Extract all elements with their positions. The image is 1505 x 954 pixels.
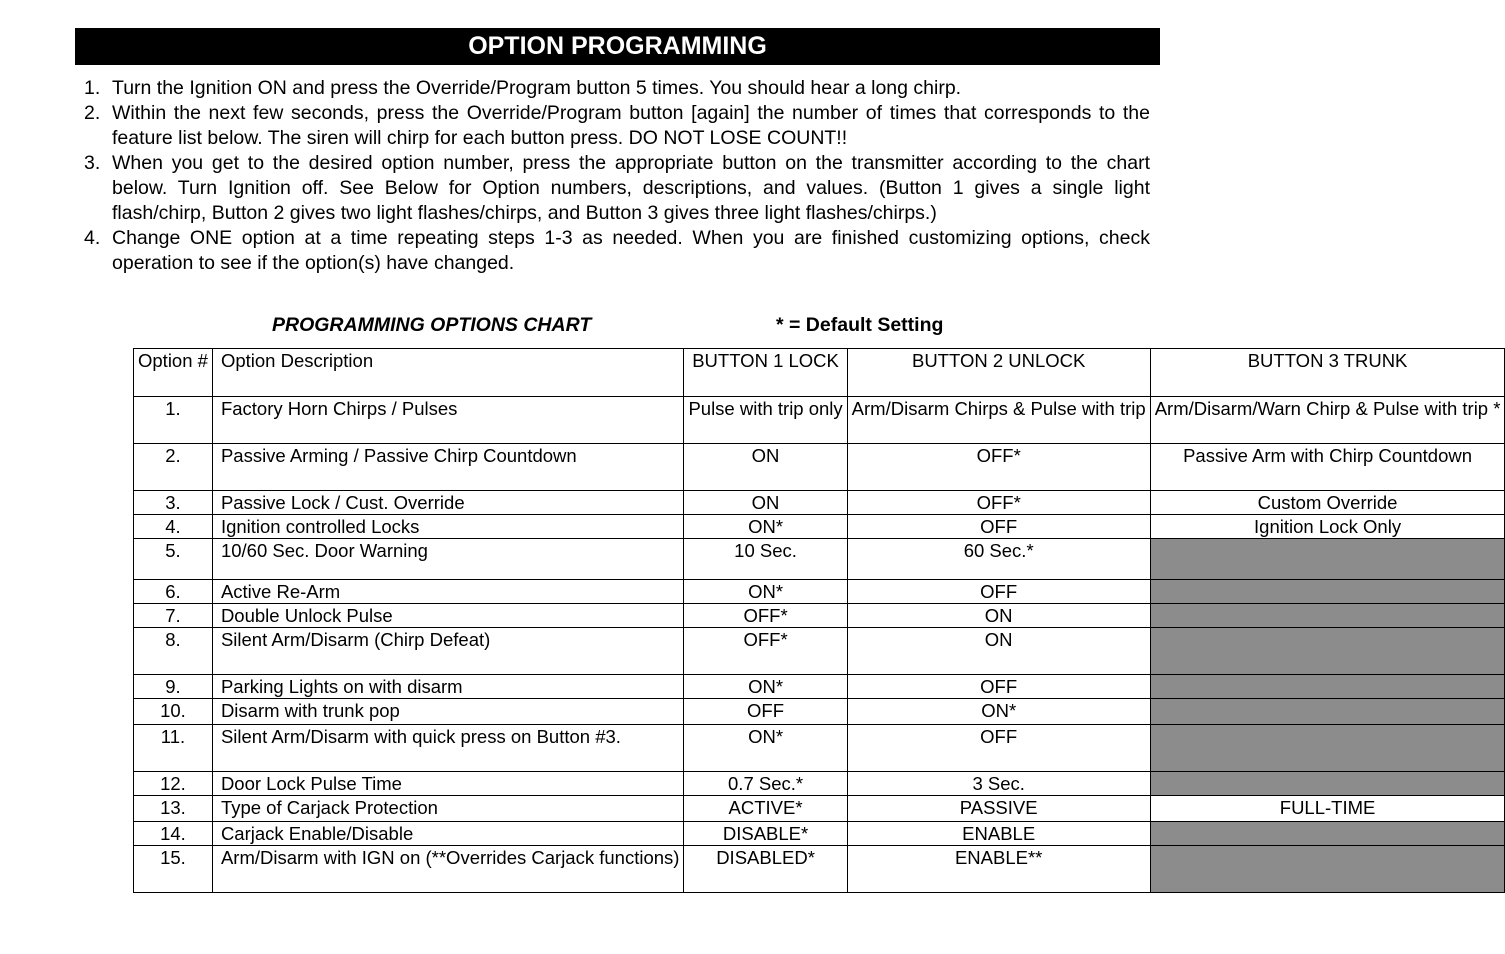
option-number: 9.	[134, 675, 213, 699]
option-description: Silent Arm/Disarm with quick press on Button #3.	[212, 725, 684, 772]
option-number: 10.	[134, 699, 213, 725]
button-1-value: 0.7 Sec.*	[684, 772, 847, 796]
button-2-value: PASSIVE	[847, 796, 1150, 822]
button-1-value: ACTIVE*	[684, 796, 847, 822]
button-2-value: OFF	[847, 515, 1150, 539]
table-row	[134, 675, 1505, 699]
option-description: Active Re-Arm	[212, 580, 684, 604]
button-3-value: Passive Arm with Chirp Countdown	[1150, 444, 1505, 491]
button-3-value: FULL-TIME	[1150, 796, 1505, 822]
button-3-unavailable	[1150, 772, 1505, 796]
option-description: Passive Arming / Passive Chirp Countdown	[212, 444, 684, 491]
table-row	[134, 725, 1505, 772]
button-3-unavailable	[1150, 846, 1505, 893]
button-2-value: OFF*	[847, 491, 1150, 515]
button-3-unavailable	[1150, 699, 1505, 725]
table-row	[134, 515, 1505, 539]
step-item	[80, 151, 1150, 226]
option-number: 6.	[134, 580, 213, 604]
option-description: Arm/Disarm with IGN on (**Overrides Carjack functions)	[212, 846, 684, 893]
button-3-unavailable	[1150, 604, 1505, 628]
button-3-unavailable	[1150, 628, 1505, 675]
button-1-value: Pulse with trip only	[684, 397, 847, 444]
button-1-value: ON*	[684, 580, 847, 604]
table-row	[134, 397, 1505, 444]
button-1-value: OFF	[684, 699, 847, 725]
table-header-row	[134, 349, 1505, 397]
page-title: OPTION PROGRAMMING	[75, 28, 1160, 65]
button-2-value: OFF	[847, 725, 1150, 772]
step-text: Within the next few seconds, press the Override/Program button [again] the number of times that corresponds to the feature list below. The siren will chirp for each button press. DO NOT LOSE COUNT!!	[112, 102, 1150, 149]
step-text: Change ONE option at a time repeating steps 1-3 as needed. When you are finished customizing options, check operation to see if the option(s) have changed.	[112, 227, 1150, 274]
button-2-value: OFF	[847, 675, 1150, 699]
button-3-unavailable	[1150, 725, 1505, 772]
button-1-value: ON*	[684, 675, 847, 699]
option-number: 8.	[134, 628, 213, 675]
option-description: Type of Carjack Protection	[212, 796, 684, 822]
button-1-value: ON*	[684, 725, 847, 772]
option-number: 1.	[134, 397, 213, 444]
option-number: 2.	[134, 444, 213, 491]
option-description: Disarm with trunk pop	[212, 699, 684, 725]
option-number: 12.	[134, 772, 213, 796]
step-number: 2.	[84, 102, 101, 124]
option-description: Passive Lock / Cust. Override	[212, 491, 684, 515]
header-button-3: BUTTON 3 TRUNK	[1150, 349, 1505, 397]
option-number: 5.	[134, 539, 213, 580]
button-2-value: 3 Sec.	[847, 772, 1150, 796]
table-row	[134, 628, 1505, 675]
option-number: 3.	[134, 491, 213, 515]
table-row	[134, 604, 1505, 628]
option-description: Double Unlock Pulse	[212, 604, 684, 628]
button-2-value: Arm/Disarm Chirps & Pulse with trip	[847, 397, 1150, 444]
button-1-value: OFF*	[684, 628, 847, 675]
option-number: 15.	[134, 846, 213, 893]
button-2-value: ENABLE**	[847, 846, 1150, 893]
step-text: When you get to the desired option number, press the appropriate button on the transmitter according to the chart below. Turn Ignition off. See Below for Option numbers, descriptions, and values. (Button 1 gives a single light flash/chirp, Button 2 gives two light flashes/chirps, and Button 3 gives three light flashes/chirps.)	[112, 152, 1150, 224]
button-2-value: ENABLE	[847, 822, 1150, 846]
option-description: Door Lock Pulse Time	[212, 772, 684, 796]
button-1-value: DISABLE*	[684, 822, 847, 846]
button-3-unavailable	[1150, 822, 1505, 846]
button-2-value: OFF*	[847, 444, 1150, 491]
option-number: 13.	[134, 796, 213, 822]
table-row	[134, 580, 1505, 604]
programming-options-table	[133, 348, 1505, 893]
option-description: 10/60 Sec. Door Warning	[212, 539, 684, 580]
header-option-description: Option Description	[212, 349, 684, 397]
table-row	[134, 539, 1505, 580]
button-2-value: ON	[847, 604, 1150, 628]
option-description: Carjack Enable/Disable	[212, 822, 684, 846]
table-row	[134, 772, 1505, 796]
step-number: 3.	[84, 152, 101, 174]
step-number: 1.	[84, 77, 101, 99]
table-row	[134, 796, 1505, 822]
instruction-steps	[80, 76, 1150, 276]
button-3-unavailable	[1150, 675, 1505, 699]
step-item	[80, 101, 1150, 151]
button-1-value: ON	[684, 444, 847, 491]
option-number: 14.	[134, 822, 213, 846]
button-3-value: Custom Override	[1150, 491, 1505, 515]
button-1-value: ON*	[684, 515, 847, 539]
table-row	[134, 699, 1505, 725]
header-button-2: BUTTON 2 UNLOCK	[847, 349, 1150, 397]
button-2-value: 60 Sec.*	[847, 539, 1150, 580]
header-option-number: Option #	[134, 349, 213, 397]
step-item	[80, 76, 1150, 101]
step-number: 4.	[84, 227, 101, 249]
table-row	[134, 846, 1505, 893]
button-3-unavailable	[1150, 539, 1505, 580]
option-description: Silent Arm/Disarm (Chirp Defeat)	[212, 628, 684, 675]
step-item	[80, 226, 1150, 276]
chart-heading: PROGRAMMING OPTIONS CHART	[272, 314, 592, 336]
option-description: Ignition controlled Locks	[212, 515, 684, 539]
table-row	[134, 491, 1505, 515]
button-1-value: OFF*	[684, 604, 847, 628]
option-number: 4.	[134, 515, 213, 539]
option-number: 7.	[134, 604, 213, 628]
button-2-value: ON*	[847, 699, 1150, 725]
default-setting-note: * = Default Setting	[776, 314, 944, 336]
button-1-value: 10 Sec.	[684, 539, 847, 580]
button-3-value: Arm/Disarm/Warn Chirp & Pulse with trip *	[1150, 397, 1505, 444]
option-description: Factory Horn Chirps / Pulses	[212, 397, 684, 444]
option-description: Parking Lights on with disarm	[212, 675, 684, 699]
button-3-value: Ignition Lock Only	[1150, 515, 1505, 539]
step-text: Turn the Ignition ON and press the Override/Program button 5 times. You should hear a long chirp.	[112, 77, 962, 99]
table-row	[134, 822, 1505, 846]
button-2-value: ON	[847, 628, 1150, 675]
button-2-value: OFF	[847, 580, 1150, 604]
table-row	[134, 444, 1505, 491]
button-3-unavailable	[1150, 580, 1505, 604]
button-1-value: ON	[684, 491, 847, 515]
header-button-1: BUTTON 1 LOCK	[684, 349, 847, 397]
button-1-value: DISABLED*	[684, 846, 847, 893]
option-number: 11.	[134, 725, 213, 772]
